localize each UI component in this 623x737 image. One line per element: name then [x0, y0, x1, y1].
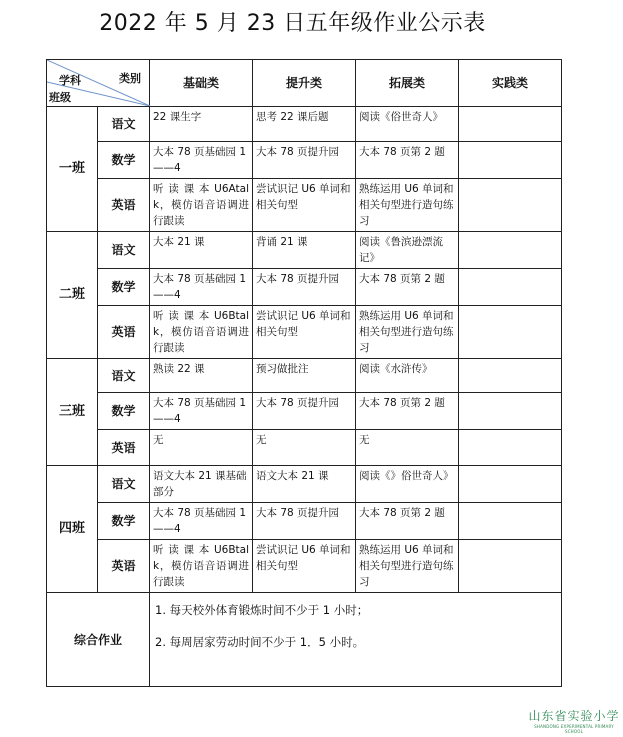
extend-cell: 熟练运用 U6 单词和相关句型进行造句练习 — [356, 540, 459, 593]
basic-cell: 熟读 22 课 — [150, 359, 253, 393]
corner-class-label: 班级 — [49, 91, 71, 104]
improve-cell: 思考 22 课后题 — [253, 107, 356, 142]
practice-cell — [459, 540, 562, 593]
practice-cell — [459, 393, 562, 430]
basic-cell: 语文大本 21 课基础部分 — [150, 466, 253, 503]
improve-cell: 大本 78 页提升园 — [253, 142, 356, 179]
extend-cell: 阅读《》俗世奇人》 — [356, 466, 459, 503]
improve-cell: 大本 78 页提升园 — [253, 269, 356, 306]
extend-cell: 阅读《俗世奇人》 — [356, 107, 459, 142]
basic-cell: 大本 78 页基础园 1——4 — [150, 142, 253, 179]
subject-cell: 数学 — [98, 393, 150, 430]
comprehensive-label: 综合作业 — [47, 593, 150, 687]
subject-cell: 英语 — [98, 540, 150, 593]
column-header-improve: 提升类 — [253, 60, 356, 107]
table-row — [47, 359, 562, 393]
improve-cell: 大本 78 页提升园 — [253, 503, 356, 540]
class-name-cell: 二班 — [47, 232, 98, 359]
table-row — [47, 306, 562, 359]
corner-subject-label: 学科 — [59, 74, 81, 87]
practice-cell — [459, 466, 562, 503]
table-row — [47, 430, 562, 466]
basic-cell: 大本 78 页基础园 1——4 — [150, 503, 253, 540]
practice-cell — [459, 142, 562, 179]
school-logo-english: SHANDONG EXPERIMENTAL PRIMARY SCHOOL — [534, 724, 614, 734]
comprehensive-item: 2. 每周居家劳动时间不少于 1．5 小时。 — [155, 635, 365, 649]
subject-cell: 语文 — [98, 232, 150, 269]
practice-cell — [459, 359, 562, 393]
extend-cell: 大本 78 页第 2 题 — [356, 269, 459, 306]
table-row — [47, 107, 562, 142]
subject-cell: 语文 — [98, 466, 150, 503]
basic-cell: 大本 78 页基础园 1——4 — [150, 269, 253, 306]
comprehensive-items — [150, 593, 562, 687]
table-row — [47, 142, 562, 179]
diagonal-header-cell — [47, 60, 150, 107]
comprehensive-item: 1. 每天校外体育锻炼时间不少于 1 小时； — [155, 603, 369, 617]
column-header-basic: 基础类 — [150, 60, 253, 107]
class-name-cell: 四班 — [47, 466, 98, 593]
table-row — [47, 179, 562, 232]
subject-cell: 语文 — [98, 359, 150, 393]
homework-table — [46, 59, 562, 687]
practice-cell — [459, 503, 562, 540]
practice-cell — [459, 179, 562, 232]
improve-cell: 语文大本 21 课 — [253, 466, 356, 503]
practice-cell — [459, 269, 562, 306]
subject-cell: 数学 — [98, 142, 150, 179]
subject-cell: 语文 — [98, 107, 150, 142]
practice-cell — [459, 306, 562, 359]
comprehensive-row — [47, 593, 562, 687]
improve-cell: 大本 78 页提升园 — [253, 393, 356, 430]
corner-category-label: 类别 — [119, 72, 141, 85]
school-logo — [528, 707, 620, 734]
improve-cell: 预习做批注 — [253, 359, 356, 393]
extend-cell: 大本 78 页第 2 题 — [356, 142, 459, 179]
subject-cell: 英语 — [98, 306, 150, 359]
improve-cell: 尝试识记 U6 单词和相关句型 — [253, 179, 356, 232]
page-title: 2022 年 5 月 23 日五年级作业公示表 — [99, 11, 486, 36]
improve-cell: 背诵 21 课 — [253, 232, 356, 269]
extend-cell: 熟练运用 U6 单词和相关句型进行造句练习 — [356, 179, 459, 232]
column-header-practice: 实践类 — [459, 60, 562, 107]
table-row — [47, 393, 562, 430]
basic-cell: 无 — [150, 430, 253, 466]
subject-cell: 数学 — [98, 269, 150, 306]
table-row — [47, 503, 562, 540]
subject-cell: 英语 — [98, 179, 150, 232]
extend-cell: 阅读《水浒传》 — [356, 359, 459, 393]
improve-cell: 尝试识记 U6 单词和相关句型 — [253, 306, 356, 359]
extend-cell: 大本 78 页第 2 题 — [356, 393, 459, 430]
practice-cell — [459, 232, 562, 269]
extend-cell: 熟练运用 U6 单词和相关句型进行造句练习 — [356, 306, 459, 359]
header-row — [47, 60, 562, 107]
class-name-cell: 一班 — [47, 107, 98, 232]
school-logo-name: 山东省实验小学 — [528, 709, 620, 723]
class-name-cell: 三班 — [47, 359, 98, 466]
table-row — [47, 232, 562, 269]
basic-cell: 听 读 课 本 U6Btalk，模仿语音语调进行跟读 — [150, 306, 253, 359]
basic-cell: 大本 21 课 — [150, 232, 253, 269]
subject-cell: 数学 — [98, 503, 150, 540]
column-header-extend: 拓展类 — [356, 60, 459, 107]
extend-cell: 阅读《鲁滨逊漂流记》 — [356, 232, 459, 269]
basic-cell: 22 课生字 — [150, 107, 253, 142]
basic-cell: 听 读 课 本 U6Atalk，模仿语音语调进行跟读 — [150, 179, 253, 232]
table-row — [47, 269, 562, 306]
improve-cell: 无 — [253, 430, 356, 466]
subject-cell: 英语 — [98, 430, 150, 466]
basic-cell: 大本 78 页基础园 1——4 — [150, 393, 253, 430]
practice-cell — [459, 430, 562, 466]
practice-cell — [459, 107, 562, 142]
table-row — [47, 466, 562, 503]
extend-cell: 无 — [356, 430, 459, 466]
extend-cell: 大本 78 页第 2 题 — [356, 503, 459, 540]
basic-cell: 听 读 课 本 U6Btalk，模仿语音语调进行跟读 — [150, 540, 253, 593]
table-row — [47, 540, 562, 593]
improve-cell: 尝试识记 U6 单词和相关句型 — [253, 540, 356, 593]
